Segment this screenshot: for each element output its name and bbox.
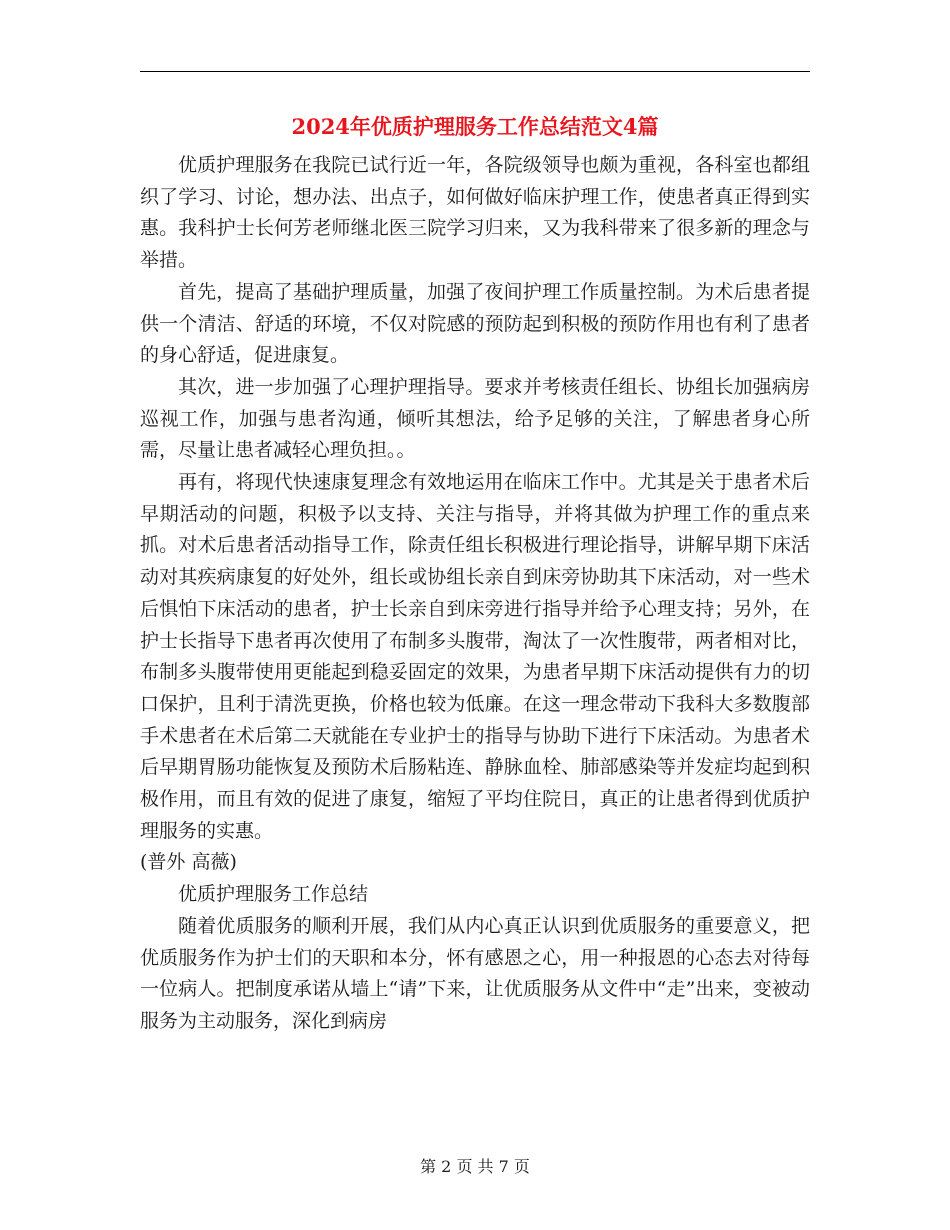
paragraph-section-body: 随着优质服务的顺利开展，我们从内心真正认识到优质服务的重要意义，把优质服务作为护士们的天职和本分，怀有感恩之心，用一种报恩的心态去对待每一位病人。把制度承诺从墙上“请”下来，让优质服务从文件中“走”出来，变被动服务为主动服务，深化到病房	[140, 914, 810, 1032]
paragraph-intro: 优质护理服务在我院已试行近一年，各院级领导也颇为重视，各科室也都组织了学习、讨论，想办法、出点子，如何做好临床护理工作，使患者真正得到实惠。我科护士长何芳老师继北医三院学习归来，又为我科带来了很多新的理念与举措。	[140, 154, 810, 272]
author-signature: (普外 高薇)	[140, 851, 237, 874]
paragraph-first: 首先，提高了基础护理质量，加强了夜间护理工作质量控制。为术后患者提供一个清洁、舒适的环境，不仅对院感的预防起到积极的预防作用也有利了患者的身心舒适，促进康复。	[140, 280, 810, 367]
page-number-footer: 第 2 页 共 7 页	[420, 1157, 530, 1176]
document-title: 2024年优质护理服务工作总结范文4篇	[291, 114, 659, 139]
section-heading: 优质护理服务工作总结	[178, 883, 369, 906]
document-body	[140, 150, 810, 1038]
paragraph-second: 其次，进一步加强了心理护理指导。要求并考核责任组长、协组长加强病房巡视工作，加强与患者沟通，倾听其想法，给予足够的关注，了解患者身心所需，尽量让患者减轻心理负担。。	[140, 375, 810, 462]
paragraph-third: 再有，将现代快速康复理念有效地运用在临床工作中。尤其是关于患者术后早期活动的问题，积极予以支持、关注与指导，并将其做为护理工作的重点来抓。对术后患者活动指导工作，除责任组长积极进行理论指导，讲解早期下床活动对其疾病康复的好处外，组长或协组长亲自到床旁协助其下床活动，对一些术后惧怕下床活动的患者，护士长亲自到床旁进行指导并给予心理支持；另外，在护士长指导下患者再次使用了布制多头腹带，淘汰了一次性腹带，两者相对比，布制多头腹带使用更能起到稳妥固定的效果，为患者早期下床活动提供有力的切口保护，且利于清洗更换，价格也较为低廉。在这一理念带动下我科大多数腹部手术患者在术后第二天就能在专业护士的指导与协助下进行下床活动。为患者术后早期胃肠功能恢复及预防术后肠粘连、静脉血栓、肺部感染等并发症均起到积极作用，而且有效的促进了康复，缩短了平均住院日，真正的让患者得到优质护理服务的实惠。	[140, 471, 810, 842]
header-rule	[140, 71, 810, 72]
